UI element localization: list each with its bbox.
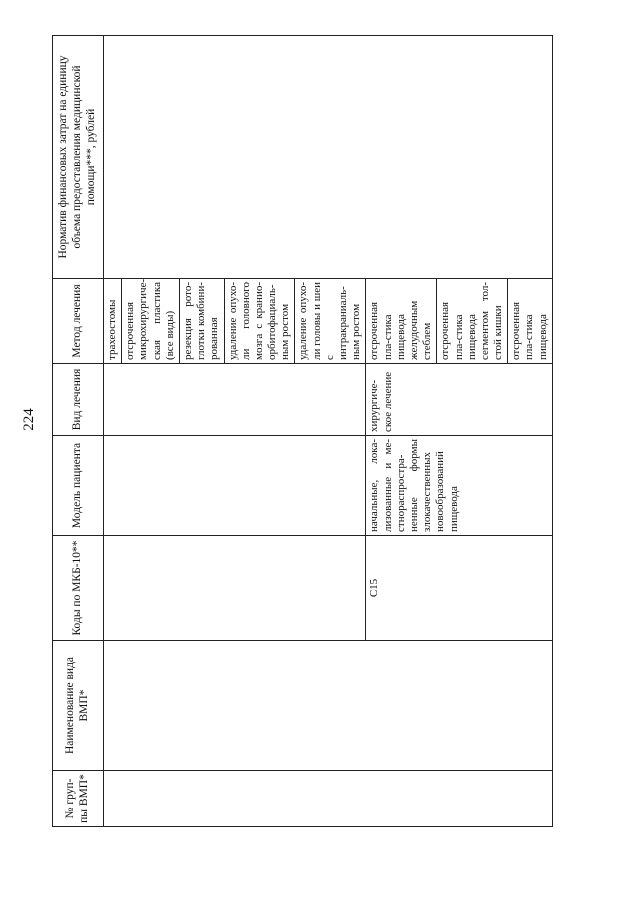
cell-patient-model: начальные, лока-лизованные и ме-стнораспростра-ненные формы злокачественных новообразований пищевода (366, 436, 552, 536)
table-row (104, 36, 366, 827)
method-item: отсроченная пла-стика пищевода (510, 301, 549, 360)
header-group-number: № груп-пы ВМП* (53, 771, 104, 827)
header-financial-norm: Норматив финансовых затрат на единицу объема предоставления медицинской помощи***, рублей (53, 36, 104, 279)
cell-methods-lower (366, 279, 552, 364)
header-treatment-method: Метод лечения (53, 279, 104, 364)
rotated-page-content (52, 36, 549, 827)
method-item: отсроченная пла-стика пищевода желудочным стеблем (366, 279, 436, 363)
method-item: трахеостомы (104, 279, 122, 363)
header-treatment-type: Вид лечения (53, 364, 104, 436)
cell-treatment-type: хирургиче-ское лечение (366, 364, 552, 436)
method-item: отсроченная микрохирургиче-ская пластика (все виды) (122, 279, 180, 363)
method-item: удаление опухо-ли головы и шеи с интракраниаль-ным ростом (297, 282, 363, 360)
cell-group-number (104, 771, 553, 827)
cell-code-c15: C15 (366, 536, 552, 641)
cell-financial-norm (104, 36, 553, 279)
page-number: 224 (20, 408, 37, 431)
cell-patient-upper (104, 436, 366, 536)
header-vmp-name: Наименование вида ВМП* (53, 641, 104, 771)
method-item: резекция рото-глотки комбини-рованная (179, 279, 224, 363)
method-item: удаление опухо-ли головного мозга с кранио-орбитофациаль-ным ростом (224, 279, 295, 363)
header-icd-codes: Коды по МКБ-10** (53, 536, 104, 641)
cell-treatment-upper (104, 364, 366, 436)
cell-vmp-name (104, 641, 553, 771)
table-header-row (53, 36, 104, 827)
method-item: отсроченная пла-стика пищевода сегментом тол-стой кишки (437, 279, 508, 363)
vmp-table (52, 35, 553, 827)
cell-methods-upper (104, 279, 366, 364)
cell-codes-upper (104, 536, 366, 641)
header-patient-model: Модель пациента (53, 436, 104, 536)
